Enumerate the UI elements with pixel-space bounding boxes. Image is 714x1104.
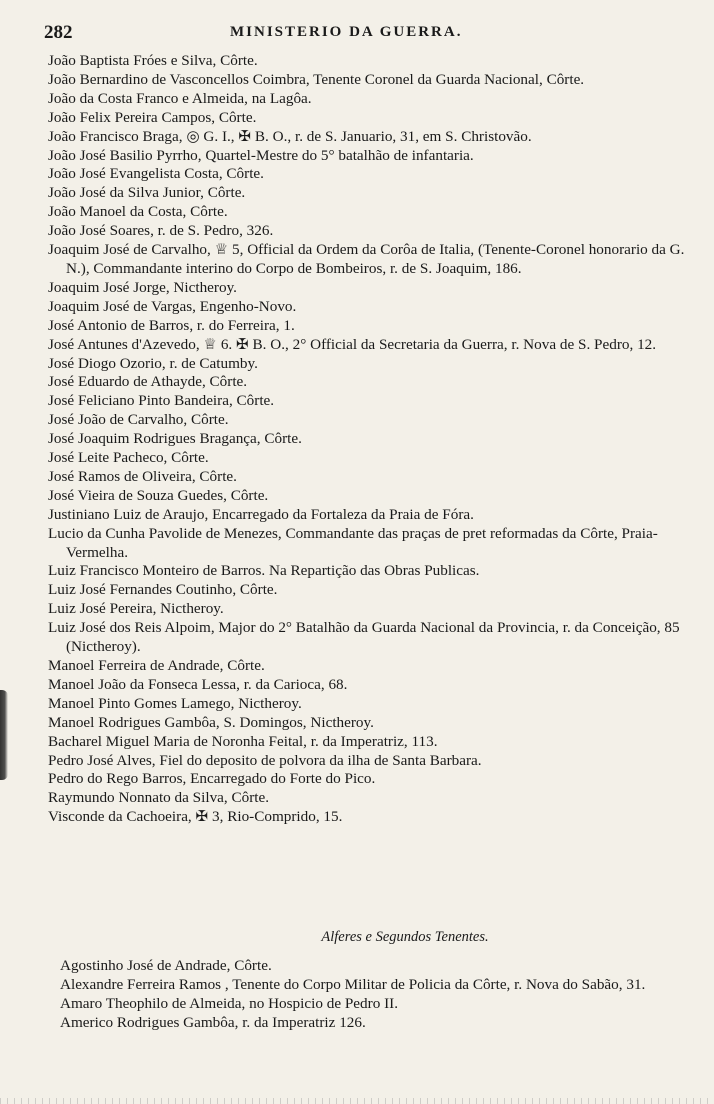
list-item: Alexandre Ferreira Ramos , Tenente do Corpo Militar de Policia da Côrte, r. Nova do Sabão, 31.	[60, 975, 646, 993]
list-item: José Diogo Ozorio, r. de Catumby.	[48, 354, 258, 372]
list-item: Joaquim José de Carvalho, ♕ 5, Official da Ordem da Corôa de Italia, (Tenente-Coronel honorario da G. N.), Commandante interino do Corpo de Bombeiros, r. de S. Joaquim, 186.	[48, 241, 685, 277]
section-title: Alferes e Segundos Tenentes.	[321, 929, 489, 945]
page-number: 282	[44, 22, 73, 43]
list-item: João José Soares, r. de S. Pedro, 326.	[48, 222, 274, 240]
list-item: João José Evangelista Costa, Côrte.	[48, 165, 264, 183]
binding-edge-mark	[0, 690, 8, 780]
list-item: José Ramos de Oliveira, Côrte.	[48, 467, 237, 485]
list-item: Manoel Pinto Gomes Lamego, Nictheroy.	[48, 694, 302, 712]
list-item: João José da Silva Junior, Côrte.	[48, 184, 246, 202]
list-item: Luiz José dos Reis Alpoim, Major do 2° Batalhão da Guarda Nacional da Provincia, r. da Conceição, 85 (Nictheroy).	[48, 619, 680, 656]
list-item: João José Basilio Pyrrho, Quartel-Mestre do 5° batalhão de infantaria.	[48, 146, 474, 164]
running-title: MINISTERIO DA GUERRA.	[230, 24, 463, 40]
list-item: Manoel Ferreira de Andrade, Côrte.	[48, 657, 265, 674]
list-item: Manoel João da Fonseca Lessa, r. da Carioca, 68.	[48, 675, 348, 693]
list-item: José Antonio de Barros, r. do Ferreira, 1.	[48, 316, 295, 334]
list-item: Justiniano Luiz de Araujo, Encarregado da Fortaleza da Praia de Fóra.	[48, 505, 474, 523]
list-item: Joaquim José Jorge, Nictheroy.	[48, 278, 237, 296]
list-item: Luiz José Fernandes Coutinho, Côrte.	[48, 581, 278, 599]
list-item: Luiz Francisco Monteiro de Barros. Na Repartição das Obras Publicas.	[48, 562, 480, 580]
list-item: Manoel Rodrigues Gambôa, S. Domingos, Nictheroy.	[48, 713, 374, 731]
entry-list-second-section	[60, 929, 690, 1033]
list-item: Visconde da Cachoeira, ✠ 3, Rio-Comprido, 15.	[48, 808, 343, 826]
page-edge-speckle	[0, 1098, 714, 1104]
list-item: José Joaquim Rodrigues Bragança, Côrte.	[48, 430, 302, 448]
list-item: Lucio da Cunha Pavolide de Menezes, Commandante das praças de pret reformadas da Côrte, Praia-Vermelha.	[48, 524, 658, 561]
list-item: José Vieira de Souza Guedes, Côrte.	[48, 486, 269, 504]
entry-list	[48, 52, 688, 827]
list-item: José Eduardo de Athayde, Côrte.	[48, 373, 248, 391]
list-item: José Feliciano Pinto Bandeira, Côrte.	[48, 392, 275, 410]
list-item: Pedro José Alves, Fiel do deposito de polvora da ilha de Santa Barbara.	[48, 751, 482, 769]
list-item: João Francisco Braga, ◎ G. I., ✠ B. O., r. de S. Januario, 31, em S. Christovão.	[48, 127, 532, 145]
page-header	[44, 22, 704, 44]
list-item: João Manoel da Costa, Côrte.	[48, 203, 228, 221]
list-item: José Leite Pacheco, Côrte.	[48, 449, 209, 467]
list-item: Raymundo Nonnato da Silva, Côrte.	[48, 789, 270, 807]
list-item: Joaquim José de Vargas, Engenho-Novo.	[48, 297, 297, 315]
list-item: João Felix Pereira Campos, Côrte.	[48, 108, 257, 126]
list-item: José Antunes d'Azevedo, ♕ 6. ✠ B. O., 2° Official da Secretaria da Guerra, r. Nova de S. Pedro, 12.	[48, 335, 657, 353]
list-item: Agostinho José de Andrade, Côrte.	[60, 956, 272, 974]
list-item: Bacharel Miguel Maria de Noronha Feital, r. da Imperatriz, 113.	[48, 732, 438, 750]
list-item: Luiz José Pereira, Nictheroy.	[48, 600, 224, 618]
list-item: João Baptista Fróes e Silva, Côrte.	[48, 52, 258, 69]
list-item: José João de Carvalho, Côrte.	[48, 411, 229, 429]
list-item: João Bernardino de Vasconcellos Coimbra, Tenente Coronel da Guarda Nacional, Côrte.	[48, 70, 585, 88]
list-item: Pedro do Rego Barros, Encarregado do Forte do Pico.	[48, 770, 376, 788]
list-item: Amaro Theophilo de Almeida, no Hospicio de Pedro II.	[60, 994, 398, 1012]
list-item: Americo Rodrigues Gambôa, r. da Imperatriz 126.	[60, 1013, 366, 1031]
list-item: João da Costa Franco e Almeida, na Lagôa.	[48, 89, 312, 107]
